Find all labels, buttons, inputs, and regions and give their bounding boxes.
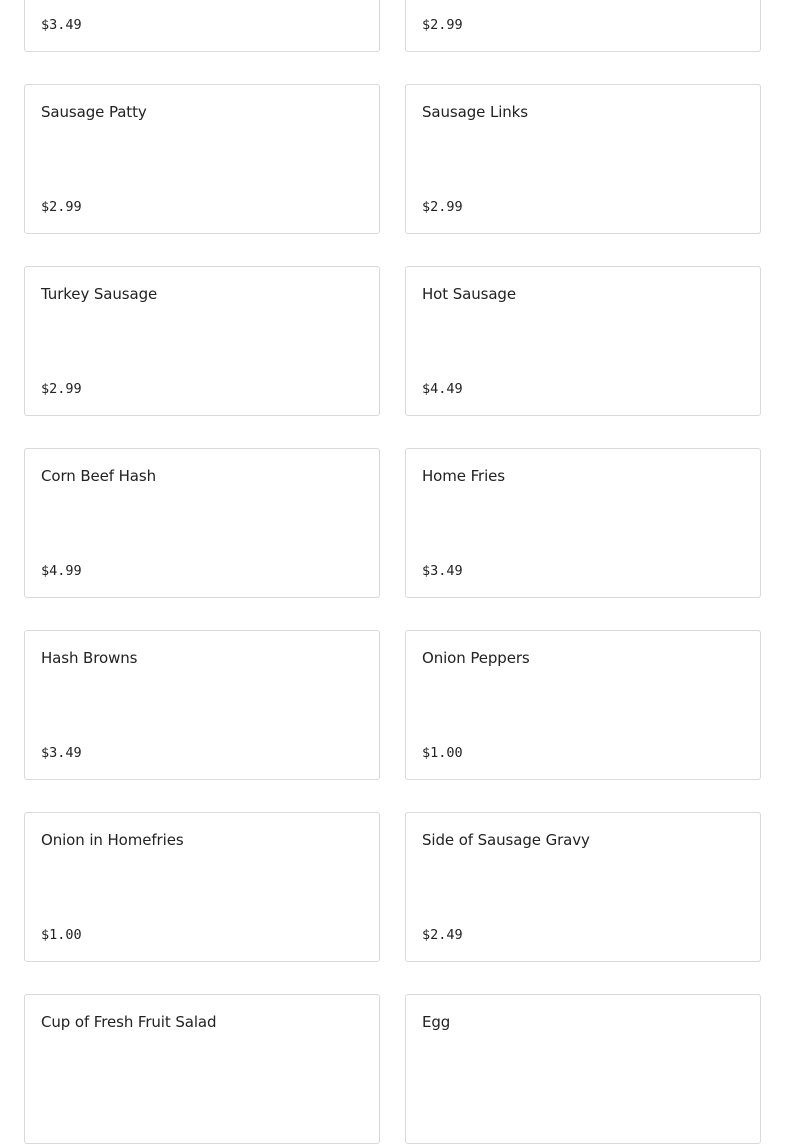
- menu-item-card[interactable]: [405, 630, 761, 780]
- menu-item-card[interactable]: [405, 994, 761, 1144]
- item-name: Sausage Patty: [41, 103, 147, 121]
- item-price: $2.99: [41, 381, 82, 397]
- menu-items-grid: [24, 0, 761, 1144]
- item-name: Sausage Links: [422, 103, 528, 121]
- menu-item-card[interactable]: [405, 812, 761, 962]
- item-price: $4.49: [422, 381, 463, 397]
- menu-item-card[interactable]: [24, 994, 380, 1144]
- item-name: Corn Beef Hash: [41, 467, 157, 485]
- item-price: $1.00: [41, 927, 82, 943]
- menu-item-card[interactable]: [24, 84, 380, 234]
- item-price: $2.99: [41, 199, 82, 215]
- item-name: Egg: [422, 1013, 451, 1031]
- item-price: $2.49: [422, 927, 463, 943]
- item-name: Hash Browns: [41, 649, 138, 667]
- item-name: Onion in Homefries: [41, 831, 184, 849]
- item-price: $3.49: [41, 17, 82, 33]
- item-price: $2.99: [422, 17, 463, 33]
- item-name: Side of Sausage Gravy: [422, 831, 590, 849]
- item-name: Turkey Sausage: [41, 285, 158, 303]
- item-price: $2.99: [422, 199, 463, 215]
- menu-item-card[interactable]: [24, 266, 380, 416]
- menu-item-card[interactable]: [24, 448, 380, 598]
- menu-item-card[interactable]: [24, 630, 380, 780]
- item-name: Cup of Fresh Fruit Salad: [41, 1013, 217, 1031]
- menu-item-card[interactable]: [24, 0, 380, 52]
- item-name: Hot Sausage: [422, 285, 516, 303]
- item-price: $3.49: [41, 745, 82, 761]
- item-price: $3.49: [422, 563, 463, 579]
- menu-item-card[interactable]: [24, 812, 380, 962]
- item-name: Onion Peppers: [422, 649, 530, 667]
- menu-item-card[interactable]: [405, 448, 761, 598]
- item-price: $4.99: [41, 563, 82, 579]
- item-name: Home Fries: [422, 467, 505, 485]
- item-price: $1.00: [422, 745, 463, 761]
- menu-item-card[interactable]: [405, 266, 761, 416]
- menu-item-card[interactable]: [405, 0, 761, 52]
- menu-item-card[interactable]: [405, 84, 761, 234]
